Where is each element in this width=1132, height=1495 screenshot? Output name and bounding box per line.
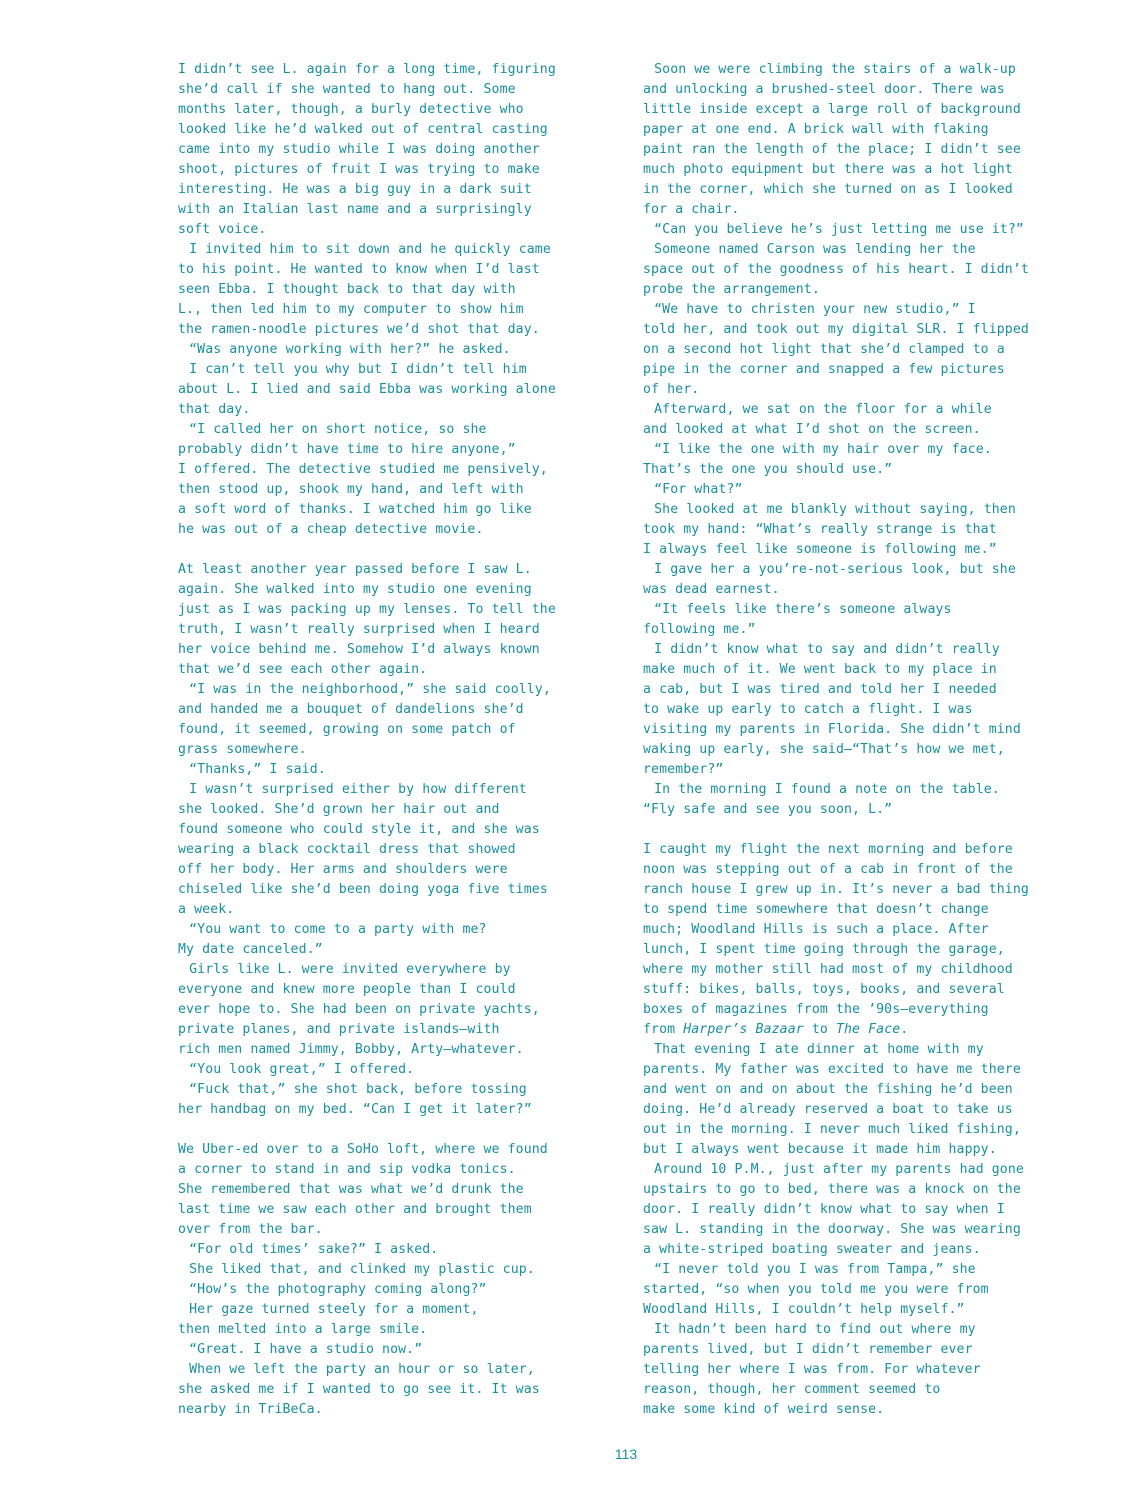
paragraph: “Was anyone working with her?” he asked. xyxy=(189,342,511,357)
paragraph: “For old times’ sake?” I asked. xyxy=(189,1242,439,1257)
paragraph: I didn’t see L. again for a long time, figuring she’d call if she wanted to hang out. Some months later, though, a burly detective who looked like he’d walked out of central casting came into my studio while I was doing another shoot, pictures of fruit I was trying to make interesting. He was a big guy in a dark suit with an Italian last name and a surprisingly soft voice. xyxy=(178,62,556,237)
paragraph: “We have to christen your new studio,” I told her, and took out my digital SLR. I flipped on a second hot light that she’d clamped to a pipe in the corner and snapped a few pictures of her. xyxy=(643,302,1029,397)
paragraph: “I called her on short notice, so she probably didn’t have time to hire anyone,” I offered. The detective studied me pensively, then stood up, shook my hand, and left with a soft word of thanks. I watched him go like he was out of a cheap detective movie. xyxy=(178,422,548,537)
paragraph: I didn’t know what to say and didn’t really make much of it. We went back to my place in a cab, but I was tired and told her I needed to wake up early to catch a flight. I was visiting my parents in Florida. She didn’t mind waking up early, she said—“That’s how we met, remember?” xyxy=(643,642,1021,777)
paragraph: “For what?” xyxy=(654,482,743,497)
magazine-title-the-face: The Face xyxy=(835,1022,901,1037)
paragraph: She liked that, and clinked my plastic cup. xyxy=(189,1262,535,1277)
paragraph: “I like the one with my hair over my face. That’s the one you should use.” xyxy=(643,442,992,477)
section-start-paragraph: We Uber-ed over to a SoHo loft, where we found a corner to stand in and sip vodka tonics. She remembered that was what we’d drunk the last time we saw each other and brought them over from the bar. xyxy=(178,1142,548,1237)
paragraph: Soon we were climbing the stairs of a walk-up and unlocking a brushed-steel door. There was little inside except a large roll of background paper at one end. A brick wall with flaking paint ran the length of the place; I didn’t see much photo equipment but there was a hot light in the corner, which she turned on as I looked for a chair. xyxy=(643,62,1021,217)
paragraph: “Great. I have a studio now.” xyxy=(189,1342,423,1357)
section-start-paragraph xyxy=(643,840,1083,1040)
paragraph: I wasn’t surprised either by how different she looked. She’d grown her hair out and found someone who could style it, and she was wearing a black cocktail dress that showed off her body. Her arms and shoulders were chiseled like she’d been doing yoga five times a week. xyxy=(178,782,548,917)
paragraph: I gave her a you’re-not-serious look, but she was dead earnest. xyxy=(643,562,1016,597)
paragraph: Girls like L. were invited everywhere by everyone and knew more people than I could ever hope to. She had been on private yachts, private planes, and private islands—with rich men named Jimmy, Bobby, Arty—whatever. xyxy=(178,962,540,1057)
paragraph: Afterward, we sat on the floor for a while and looked at what I’d shot on the screen. xyxy=(643,402,992,437)
paragraph: “Fuck that,” she shot back, before tossing her handbag on my bed. “Can I get it later?” xyxy=(178,1082,532,1117)
joiner-text: to xyxy=(803,1022,836,1037)
left-text-column xyxy=(178,60,618,1420)
right-text-column xyxy=(643,60,1083,1420)
paragraph: “Thanks,” I said. xyxy=(189,762,326,777)
paragraph: “It feels like there’s someone always following me.” xyxy=(643,602,952,637)
paragraph: “You want to come to a party with me? My date canceled.” xyxy=(178,922,487,957)
paragraph: “I was in the neighborhood,” she said coolly, and handed me a bouquet of dandelions she’d found, it seemed, growing on some patch of grass somewhere. xyxy=(178,682,551,757)
paragraph: “Can you believe he’s just letting me use it?” xyxy=(654,222,1024,237)
paragraph: Someone named Carson was lending her the space out of the goodness of his heart. I didn’t probe the arrangement. xyxy=(643,242,1029,297)
section-start-paragraph: At least another year passed before I saw L. again. She walked into my studio one evening just as I was packing up my lenses. To tell the truth, I wasn’t really surprised when I heard her voice behind me. Somehow I’d always known that we’d see each other again. xyxy=(178,562,556,677)
paragraph: Her gaze turned steely for a moment, then melted into a large smile. xyxy=(178,1302,479,1337)
paragraph: “I never told you I was from Tampa,” she started, “so when you told me you were from Woodland Hills, I couldn’t help myself.” xyxy=(643,1262,989,1317)
page-number: 113 xyxy=(614,1446,638,1462)
paragraph: She looked at me blankly without saying, then took my hand: “What’s really strange is that I always feel like someone is following me.” xyxy=(643,502,1016,557)
paragraph: That evening I ate dinner at home with my parents. My father was excited to have me there and went on and on about the fishing he’d been doing. He’d already reserved a boat to take us out in the morning. I never much liked fishing, but I always went because it made him happy. xyxy=(643,1042,1021,1157)
paragraph: I invited him to sit down and he quickly came to his point. He wanted to know when I’d last seen Ebba. I thought back to that day with L., then led him to my computer to show him the ramen-noodle pictures we’d shot that day. xyxy=(178,242,551,337)
paragraph: “You look great,” I offered. xyxy=(189,1062,415,1077)
paragraph: I can’t tell you why but I didn’t tell him about L. I lied and said Ebba was working alone that day. xyxy=(178,362,556,417)
paragraph: Around 10 P.M., just after my parents had gone upstairs to go to bed, there was a knock on the door. I really didn’t know what to say when I saw L. standing in the doorway. She was wearing a white-striped boating sweater and jeans. xyxy=(643,1162,1024,1257)
paragraph: When we left the party an hour or so later, she asked me if I wanted to go see it. It was nearby in TriBeCa. xyxy=(178,1362,540,1417)
period: . xyxy=(900,1022,909,1037)
paragraph: “How’s the photography coming along?” xyxy=(189,1282,487,1297)
paragraph-text: I caught my flight the next morning and before noon was stepping out of a cab in front of the ranch house I grew up in. It’s never a bad thing to spend time somewhere that doesn’t change much; Woodland Hills is such a place. After lunch, I spent time going through the garage, where my mother still had most of my childhood stuff: bikes, balls, toys, books, and several boxes of magazines from the ’90s—everything from xyxy=(643,842,1029,1037)
paragraph: In the morning I found a note on the table. “Fly safe and see you soon, L.” xyxy=(643,782,1000,817)
magazine-title-harpers: Harper’s Bazaar xyxy=(683,1022,804,1037)
paragraph: It hadn’t been hard to find out where my parents lived, but I didn’t remember ever telling her where I was from. For whatever reason, though, her comment seemed to make some kind of weird sense. xyxy=(643,1322,981,1417)
